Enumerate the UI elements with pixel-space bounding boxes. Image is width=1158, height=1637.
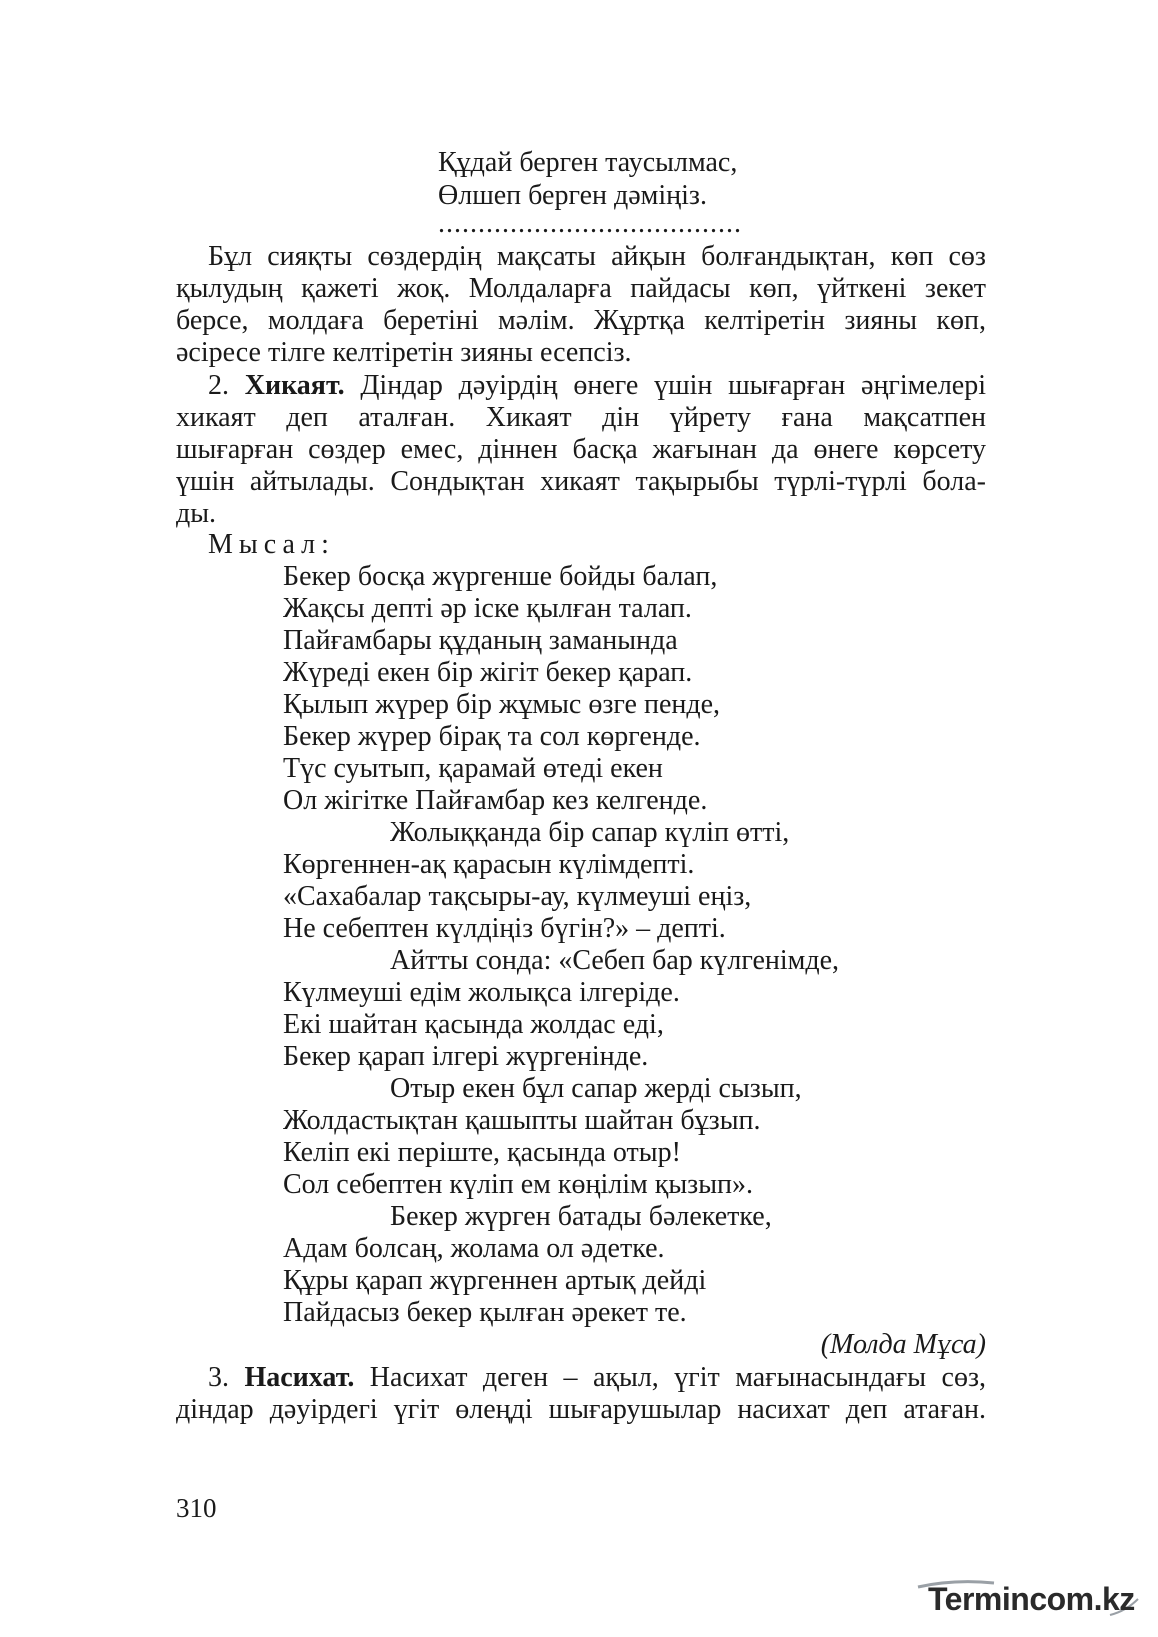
section-text: Діндар дәуірдің өнеге үшін шығарған әңгімелері: [344, 370, 987, 401]
section-number: 3.: [208, 1362, 245, 1393]
paragraph-line: әсіресе тілге келтіретін зияны есепсіз.: [176, 337, 632, 368]
poem-line: Не себептен күлдіңіз бүгін?» – депті.: [283, 913, 726, 944]
poem-line: Бекер босқа жүргенше бойды балап,: [283, 561, 718, 592]
page-number: 310: [176, 1493, 217, 1523]
poem-line: Бекер қарап ілгері жүргенінде.: [283, 1041, 649, 1072]
poem-line: Жүреді екен бір жігіт бекер қарап.: [283, 657, 693, 688]
poem-line: Сол себептен күліп ем көңілім қызып».: [283, 1169, 754, 1200]
paragraph-line: берсе, молдаға беретіні мәлім. Жұртқа келтіретін зияны көп,: [176, 305, 986, 336]
section-heading-line: [208, 1361, 986, 1394]
poem-line: Қылып жүрер бір жұмыс өзге пенде,: [283, 689, 721, 720]
example-label: Мысал:: [208, 529, 335, 560]
poem-line: Отыр екен бұл сапар жерді сызып,: [390, 1073, 802, 1104]
section-number: 2.: [208, 370, 245, 401]
paragraph-line: қылудың қажеті жоқ. Молдаларға пайдасы көп, үйткені зекет: [176, 273, 986, 304]
termincom-logo: [914, 1571, 1144, 1627]
poem-line: Екі шайтан қасында жолдас еді,: [283, 1009, 664, 1040]
poem-line: Адам болсаң, жолама ол әдетке.: [283, 1233, 665, 1264]
paragraph-line: діндар дәуірдегі үгіт өлеңді шығарушылар насихат деп атаған.: [176, 1394, 986, 1425]
paragraph-line: хикаят деп аталған. Хикаят дін үйрету ғана мақсатпен: [176, 402, 986, 433]
poem-line: Ол жігітке Пайғамбар кез келгенде.: [283, 785, 708, 816]
poem-line: Келіп екі періште, қасында отыр!: [283, 1137, 681, 1168]
verse-line: Өлшеп берген дәміңіз.: [438, 180, 707, 211]
verse-ellipsis: ......................................: [438, 208, 742, 239]
paragraph-line: шығарған сөздер емес, діннен басқа жағынан да өнеге көрсету: [176, 434, 986, 465]
poem-line: Пайғамбары құданың заманында: [283, 625, 678, 656]
section-term: Хикаят.: [244, 370, 345, 401]
poem-line: Айтты сонда: «Себеп бар күлгенімде,: [390, 945, 840, 976]
logo-text: Termincom.kz: [928, 1581, 1135, 1617]
poem-line: Жақсы депті әр іске қылған талап.: [283, 593, 692, 624]
poem-line: Жолыққанда бір сапар күліп өтті,: [390, 817, 790, 848]
poem-line: Құры қарап жүргеннен артық дейді: [283, 1265, 707, 1296]
poem-line: Түс суытып, қарамай өтеді екен: [283, 753, 663, 784]
poem-line: Пайдасыз бекер қылған әрекет те.: [283, 1297, 687, 1328]
section-text: Насихат деген – ақыл, үгіт мағынасындағы сөз,: [354, 1362, 986, 1393]
paragraph-line: ды.: [176, 498, 217, 529]
poem-line: «Сахабалар тақсыры-ау, күлмеуші еңіз,: [283, 881, 752, 912]
author-attribution: (Молда Мұса): [820, 1329, 986, 1360]
section-heading-line: [208, 369, 986, 402]
paragraph-line: Бұл сияқты сөздердің мақсаты айқын болғандықтан, көп сөз: [208, 241, 986, 272]
poem-line: Бекер жүрген батады бәлекетке,: [390, 1201, 772, 1232]
poem-line: Күлмеуші едім жолықса ілгеріде.: [283, 977, 680, 1008]
section-term: Насихат.: [244, 1362, 355, 1393]
verse-line: Құдай берген таусылмас,: [438, 147, 738, 178]
paragraph-line: үшін айтылады. Сондықтан хикаят тақырыбы түрлі-түрлі бола-: [176, 466, 986, 497]
poem-line: Жолдастықтан қашыпты шайтан бұзып.: [283, 1105, 761, 1136]
poem-line: Көргеннен-ақ қарасын күлімдепті.: [283, 849, 695, 880]
poem-line: Бекер жүрер бірақ та сол көргенде.: [283, 721, 701, 752]
